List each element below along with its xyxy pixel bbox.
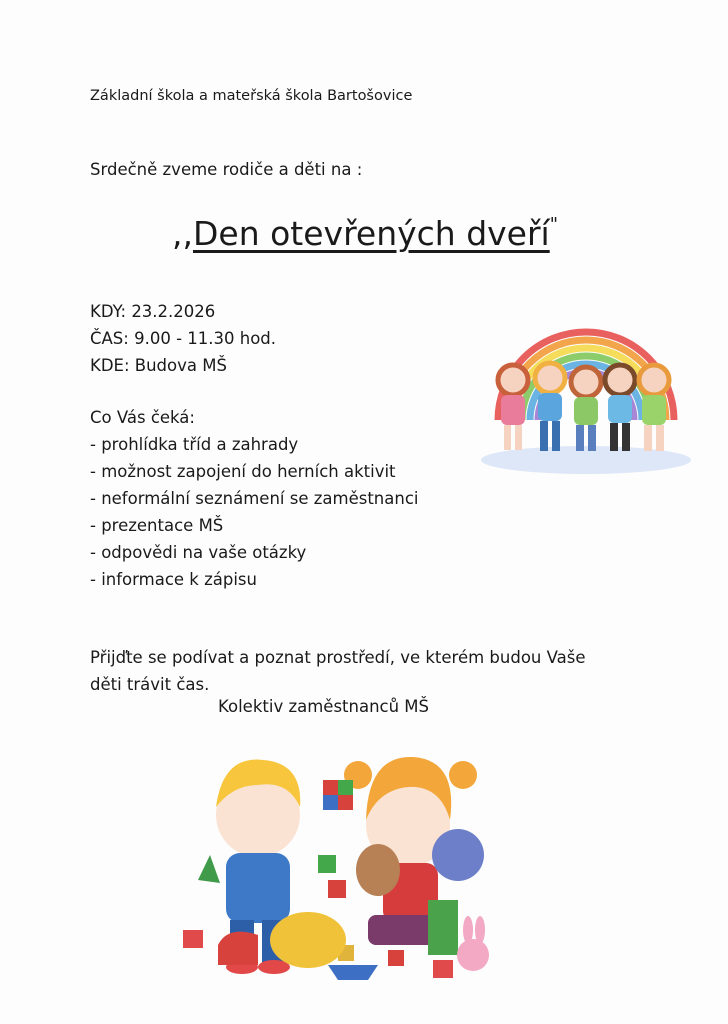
signature: Kolektiv zaměstnanců MŠ: [218, 697, 430, 716]
closing-text: [90, 644, 586, 698]
open-quote: ,,: [172, 214, 193, 253]
close-quote: ": [549, 214, 558, 235]
list-item: - prezentace MŠ: [90, 516, 224, 535]
rainbow-children-illustration: [468, 300, 704, 480]
title-text: Den otevřených dveří: [192, 214, 550, 253]
info-time: ČAS: 9.00 - 11.30 hod.: [90, 329, 277, 348]
closing-line: děti trávit čas.: [90, 675, 210, 694]
program-list: [90, 404, 419, 593]
program-heading: Co Vás čeká:: [90, 408, 195, 427]
event-title: [172, 214, 558, 253]
event-info: [90, 298, 276, 379]
list-item: - neformální seznámení se zaměstnanci: [90, 489, 419, 508]
list-item: - odpovědi na vaše otázky: [90, 543, 307, 562]
list-item: - možnost zapojení do herních aktivit: [90, 462, 396, 481]
list-item: - prohlídka tříd a zahrady: [90, 435, 299, 454]
playing-children-illustration: [178, 735, 508, 990]
closing-line: Přijďte se podívat a poznat prostředí, ve kterém budou Vaše: [90, 648, 586, 667]
invitation-line: Srdečně zveme rodiče a děti na :: [90, 160, 363, 179]
list-item: - informace k zápisu: [90, 570, 257, 589]
school-name: Základní škola a mateřská škola Bartošovice: [90, 88, 413, 104]
info-where: KDE: Budova MŠ: [90, 356, 227, 375]
info-when: KDY: 23.2.2026: [90, 302, 216, 321]
